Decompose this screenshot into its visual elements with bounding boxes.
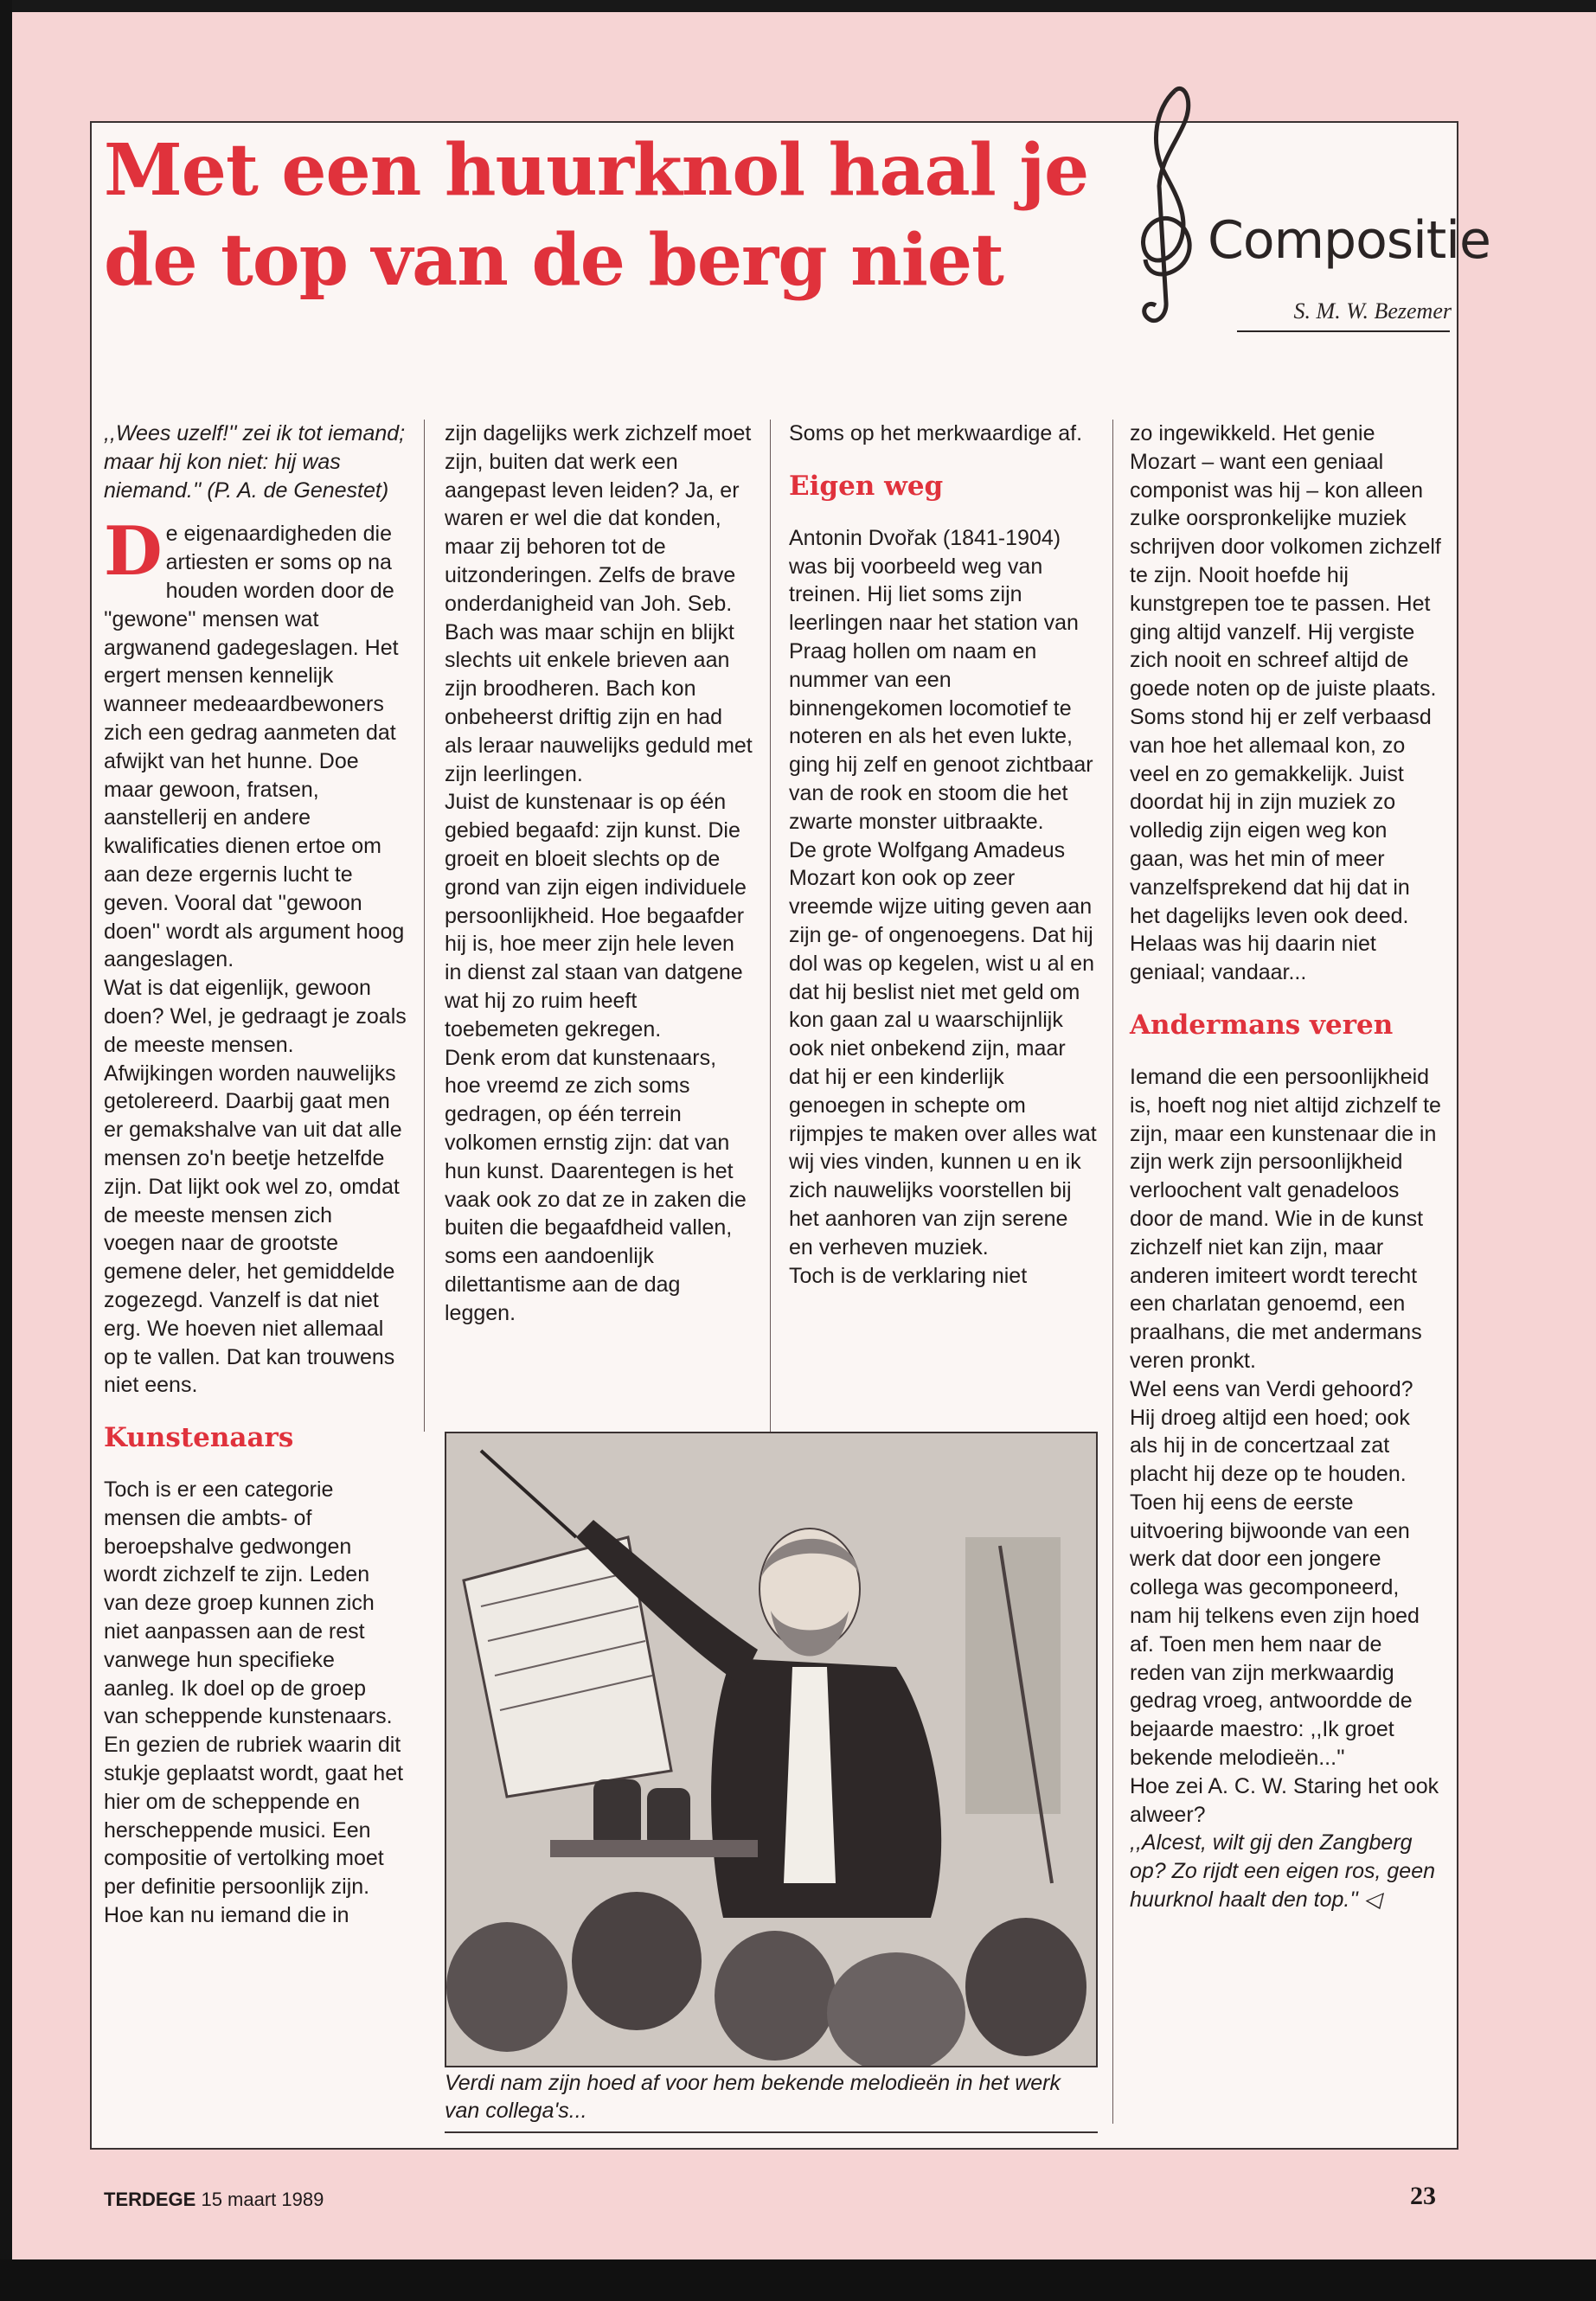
headline-line-1: Met een huurknol haal je	[104, 129, 1089, 212]
footer-source	[104, 2189, 324, 2211]
body-paragraph: Wat is dat eigenlijk, gewoon doen? Wel, je gedraagt je zoals de meeste mensen. Afwijkingen worden nauwelijks getolereerd. Daarbij gaat men er gemakshalve van uit dat alle mensen zo'n beetje hetzelfde zijn. Dat lijkt ook wel zo, omdat de meeste mensen zich voegen naar de grootste gemene deler, het gemiddelde zogezegd. Vanzelf is dat niet erg. We hoeven niet allemaal op te vallen. Dat kan trouwens niet eens.	[104, 976, 407, 1398]
scan-edge-top	[0, 0, 1596, 12]
body-paragraph: Antonin Dvořak (1841-1904) was bij voorbeeld weg van treinen. Hij liet soms zijn leerlingen naar het station van Praag hollen om naam en nummer van een binnengekomen locomotief te noteren en als het even lukte, ging hij zelf en genoot zichtbaar van de rook en stoom die het zwarte monster uitbraakte.	[789, 525, 1093, 834]
rubric-block	[1121, 82, 1490, 333]
headline-line-2: de top van de berg niet	[104, 219, 1003, 302]
subhead-eigen-weg: Eigen weg	[789, 470, 944, 502]
verdi-photo	[445, 1432, 1098, 2067]
body-paragraph: Juist de kunstenaar is op één gebied begaafd: zijn kunst. Die groeit en bloeit slechts op de grond van zijn eigen individuele persoonlijkheid. Hoe begaafder hij is, hoe meer zijn hele leven in dienst zal staan van datgene wat hij zo ruim heeft toebemeten gekregen.	[445, 790, 747, 1042]
body-paragraph: Hoe kan nu iemand die in	[104, 1903, 349, 1928]
column-divider	[1112, 420, 1113, 2124]
column-4	[1130, 420, 1443, 1914]
drop-cap: D	[104, 512, 163, 592]
body-paragraph: Wel eens van Verdi gehoord? Hij droeg altijd een hoed; ook als hij in de concertzaal zat placht hij deze op te houden. Toen hij eens de eerste uitvoering bijwoonde van een werk dat door een jongere collega was gecomponeerd, nam hij telkens even zijn hoed af. Toen men hem naar de reden van zijn merkwaardig gedrag vroeg, antwoordde de bejaarde maestro: ,,Ik groet bekende melodieën...''	[1130, 1376, 1420, 1771]
body-paragraph: zijn dagelijks werk zichzelf moet zijn, buiten dat werk een aangepast leven leiden? Ja, er waren er wel die dat konden, maar zij behoren tot de uitzonderingen. Zelfs de brave onderdanigheid van Joh. Seb. Bach was maar schijn en blijkt slechts uit enkele brieven aan zijn broodheren. Bach kon onbeheerst driftig zijn en had als leraar nauwelijks geduld met zijn leerlingen.	[445, 421, 753, 786]
byline-rule	[1237, 330, 1450, 332]
subhead-kunstenaars: Kunstenaars	[104, 1422, 294, 1454]
column-divider	[424, 420, 425, 1432]
column-1	[104, 420, 407, 1930]
scan-edge-bottom	[0, 2259, 1596, 2301]
closing-quote: ,,Alcest, wilt gij den Zangberg op? Zo rijdt een eigen ros, geen huurknol haalt den top.'' ◁	[1130, 1830, 1436, 1913]
body-paragraph: Toch is de verklaring niet	[789, 1263, 1028, 1288]
headline	[104, 125, 1107, 305]
rubric-title: Compositie	[1208, 210, 1490, 271]
body-paragraph: Toch is er een categorie mensen die ambts- of beroepshalve gedwongen wordt zichzelf te zijn. Leden van deze groep kunnen zich niet aanpassen aan de rest vanwege hun specifieke aanleg. Ik doel op de groep van scheppende kunstenaars. En gezien de rubriek waarin dit stukje geplaatst wordt, gaat het hier om de scheppende en herscheppende musici. Een compositie of vertolking moet per definitie persoonlijk zijn.	[104, 1477, 404, 1900]
photo-caption: Verdi nam zijn hoed af voor hem bekende melodieën in het werk van collega's...	[445, 2069, 1098, 2133]
body-paragraph: Hoe zei A. C. W. Staring het ook alweer?	[1130, 1773, 1439, 1827]
page-number: 23	[1410, 2182, 1436, 2210]
column-2	[445, 420, 753, 1328]
magazine-name: TERDEGE	[104, 2189, 196, 2210]
author-byline: S. M. W. Bezemer	[1293, 298, 1452, 324]
body-paragraph: De grote Wolfgang Amadeus Mozart kon ook op zeer vreemde wijze uiting geven aan zijn ge- of ongenoegens. Dat hij dol was op kegelen, wist u al en dat hij beslist niet met geld om kon gaan zal u waarschijnlijk ook niet onbekend zijn, maar dat hij er een kinderlijk genoegen in schepte om rijmpjes te maken over alles wat wij vies vinden, kunnen u en ik zich nauwelijks voorstellen bij het aanhoren van zijn serene en verheven muziek.	[789, 837, 1097, 1259]
issue-date: 15 maart 1989	[195, 2189, 324, 2210]
column-3	[789, 420, 1097, 1290]
body-paragraph: zo ingewikkeld. Het genie Mozart – want een geniaal componist was hij – kon alleen zulke oorspronkelijke muziek schrijven door volkomen zichzelf te zijn. Nooit hoefde hij kunstgrepen toe te passen. Het ging altijd vanzelf. Hij vergiste zich nooit en schreef altijd de goede noten op de juiste plaats. Soms stond hij er zelf verbaasd van hoe het allemaal kon, zo veel en zo gemakkelijk. Juist doordat hij in zijn muziek zo volledig zijn eigen weg kon gaan, was het min of meer vanzelfsprekend dat hij dat in het dagelijks leven ook deed. Helaas was hij daarin niet geniaal; vandaar...	[1130, 421, 1441, 985]
verdi-illustration	[446, 1433, 1096, 2066]
body-paragraph: Denk erom dat kunstenaars, hoe vreemd ze zich soms gedragen, op één terrein volkomen ernstig zijn: dat van hun kunst. Daarentegen is het vaak ook zo dat ze in zaken die buiten die begaafdheid vallen, soms een aandoenlijk dilettantisme aan de dag leggen.	[445, 1045, 747, 1325]
body-text: e eigenaardigheden die artiesten er soms op na houden worden door de ''gewone'' mensen wat argwanend gadegeslagen. Het ergert mensen kennelijk wanneer medeaardbewoners zich een gedrag aanmeten dat afwijkt van het hunne. Doe maar gewoon, fratsen, aanstellerij en andere kwalificaties dienen ertoe om aan deze ergernis lucht te geven. Vooral dat ''gewoon doen'' wordt als argument hoog aangeslagen.	[104, 522, 405, 972]
body-paragraph: Iemand die een persoonlijkheid is, hoeft nog niet altijd zichzelf te zijn, maar een kunstenaar die in zijn werk zijn persoonlijkheid verloochent valt genadeloos door de mand. Wie in de kunst zichzelf niet kan zijn, maar anderen imiteert wordt terecht een charlatan genoemd, een praalhans, die met andermans veren pronkt.	[1130, 1064, 1441, 1373]
column-divider	[770, 420, 771, 1432]
subhead-andermans-veren: Andermans veren	[1130, 1009, 1394, 1041]
intro-paragraph	[104, 512, 407, 974]
body-paragraph: Soms op het merkwaardige af.	[789, 421, 1083, 445]
treble-clef-icon	[1121, 82, 1225, 333]
epigraph-quote: ,,Wees uzelf!'' zei ik tot iemand; maar hij kon niet: hij was niemand.'' (P. A. de Genestet)	[104, 421, 406, 503]
scan-edge-left	[0, 0, 12, 2259]
